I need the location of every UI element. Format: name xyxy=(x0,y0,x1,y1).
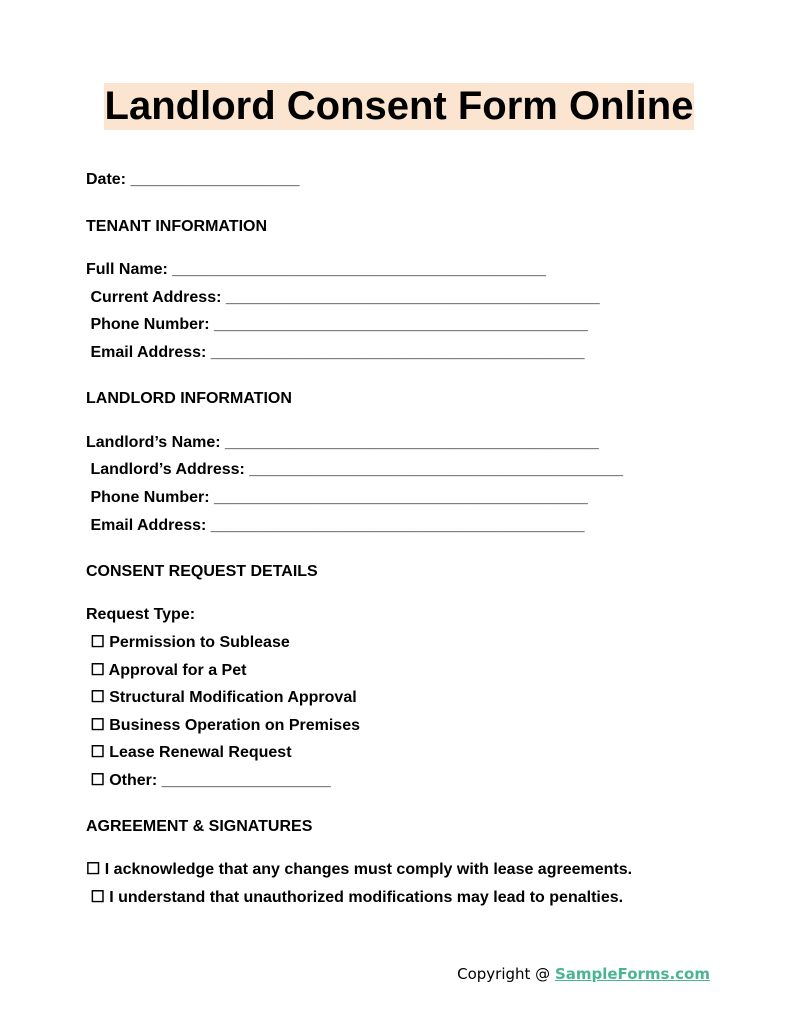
request-type-label: Request Type: xyxy=(86,606,196,623)
consent-heading: CONSENT REQUEST DETAILS xyxy=(86,563,318,580)
acknowledge-checkbox[interactable]: ☐ I acknowledge that any changes must comply with lease agreements. xyxy=(86,861,633,878)
understand-checkbox[interactable]: ☐ I understand that unauthorized modifications may lead to penalties. xyxy=(86,889,624,906)
page-title: Landlord Consent Form Online xyxy=(104,84,694,128)
tenant-heading: TENANT INFORMATION xyxy=(86,218,268,235)
landlord-email-field: Email Address: __________________________________________ xyxy=(86,517,585,534)
option-renewal-checkbox[interactable]: ☐ Lease Renewal Request xyxy=(86,744,292,761)
tenant-current-address-field: Current Address: __________________________________________ xyxy=(86,289,600,306)
option-pet-checkbox[interactable]: ☐ Approval for a Pet xyxy=(86,662,247,679)
site-link[interactable]: SampleForms.com xyxy=(554,965,710,983)
landlord-name-field: Landlord’s Name: __________________________________________ xyxy=(86,434,599,451)
landlord-address-field: Landlord’s Address: __________________________________________ xyxy=(86,461,624,478)
option-structural-checkbox[interactable]: ☐ Structural Modification Approval xyxy=(86,689,357,706)
footer-copyright xyxy=(457,965,710,983)
option-other-checkbox[interactable]: ☐ Other: ___________________ xyxy=(86,772,331,789)
landlord-heading: LANDLORD INFORMATION xyxy=(86,390,292,407)
tenant-full-name-field: Full Name: __________________________________________ xyxy=(86,261,546,278)
copyright-text: Copyright @ xyxy=(457,965,555,983)
option-sublease-checkbox[interactable]: ☐ Permission to Sublease xyxy=(86,634,290,651)
date-field: Date: ___________________ xyxy=(86,171,300,188)
title-container xyxy=(0,83,798,130)
option-business-checkbox[interactable]: ☐ Business Operation on Premises xyxy=(86,717,360,734)
tenant-email-field: Email Address: __________________________________________ xyxy=(86,344,585,361)
tenant-phone-field: Phone Number: __________________________________________ xyxy=(86,316,588,333)
agreement-heading: AGREEMENT & SIGNATURES xyxy=(86,818,313,835)
landlord-phone-field: Phone Number: __________________________________________ xyxy=(86,489,588,506)
